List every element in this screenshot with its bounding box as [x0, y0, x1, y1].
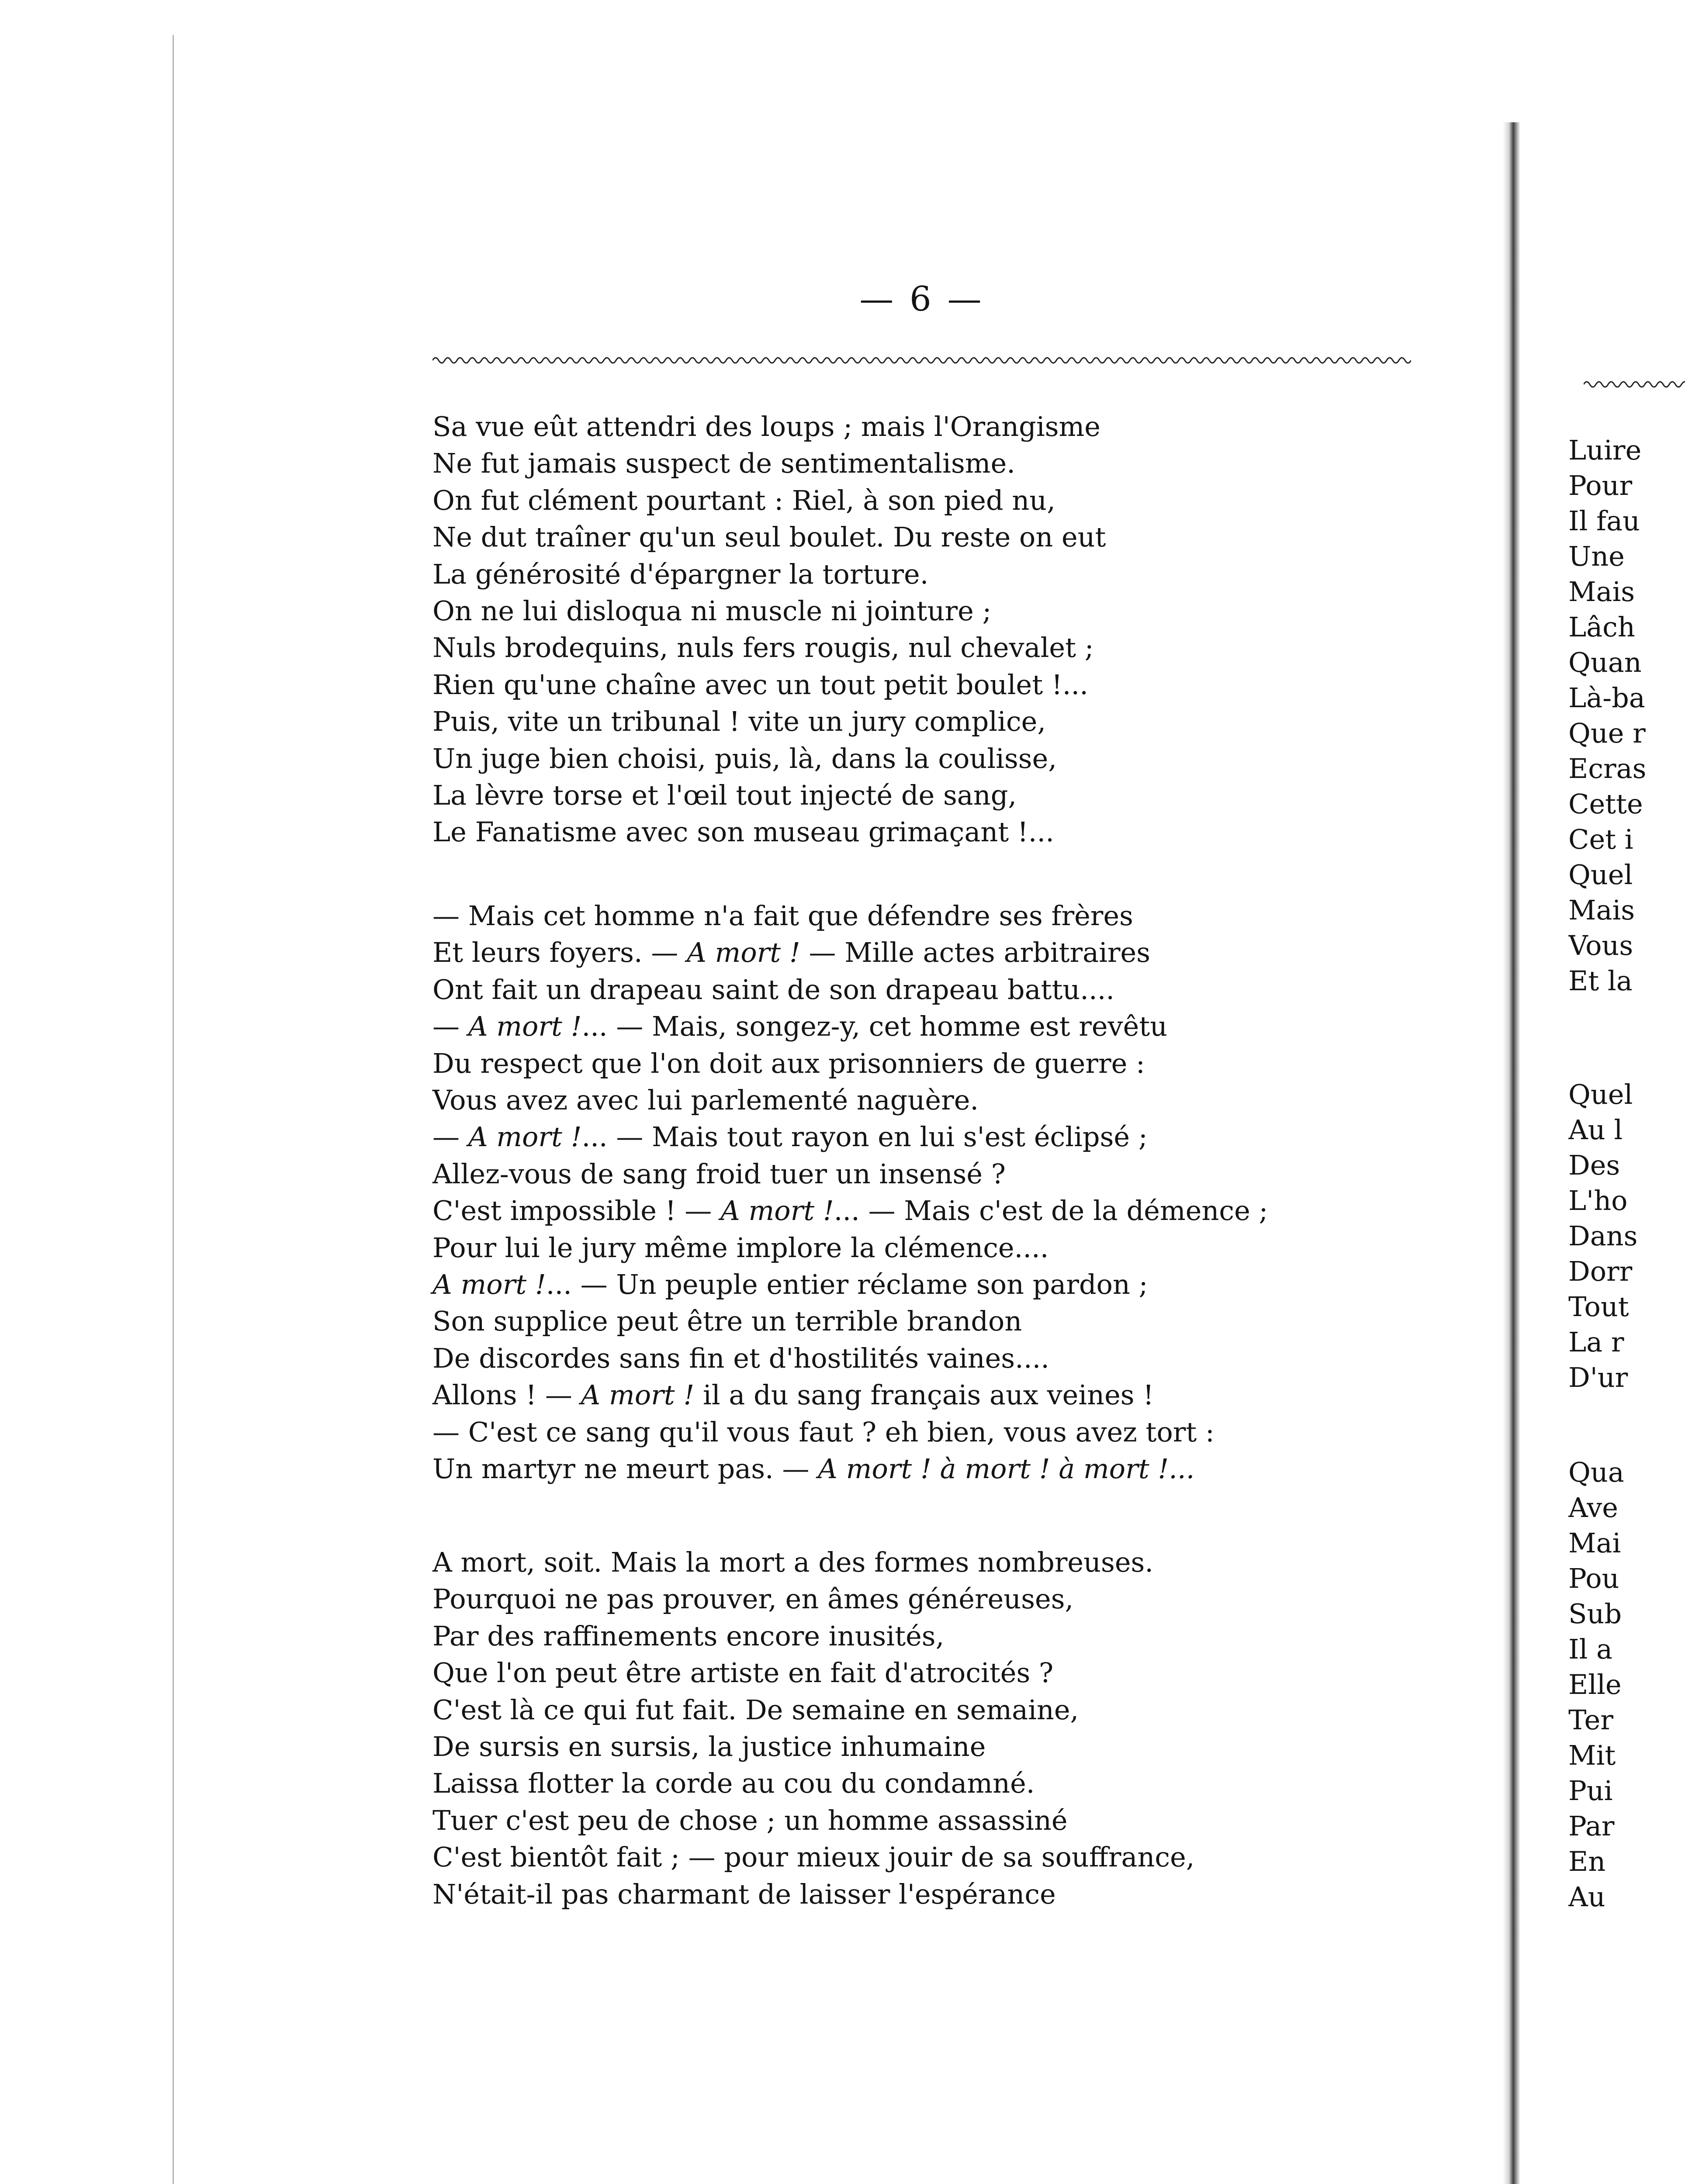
verse-segment: il a du sang français aux veines !: [694, 1379, 1154, 1411]
verse-italic-segment: A mort !: [572, 1379, 695, 1411]
verse-segment: Pour lui le jury même implore la clémence....: [432, 1231, 1049, 1264]
facing-page-fragment: Pou: [1568, 1562, 1619, 1594]
verse-line: [432, 1414, 1437, 1451]
verse-segment: —: [432, 1121, 460, 1153]
verse-line: Par des raffinements encore inusités,: [432, 1620, 945, 1652]
verse-line: [432, 1451, 1437, 1487]
verse-line: Un juge bien choisi, puis, là, dans la coulisse,: [432, 742, 1057, 774]
facing-page-fragment: Sub: [1568, 1598, 1622, 1630]
facing-page-fragment: Quel: [1568, 859, 1633, 891]
verse-italic-segment: A mort !: [432, 1268, 546, 1301]
facing-page-wavy-rule: [1584, 376, 1685, 393]
verse-line: Ne fut jamais suspect de sentimentalisme.: [432, 447, 1015, 480]
facing-page-fragment: Cette: [1568, 788, 1643, 820]
facing-page-fragment: Elle: [1568, 1669, 1622, 1700]
verse-line: [432, 1045, 1437, 1082]
verse-line: Tuer c'est peu de chose ; un homme assassiné: [432, 1804, 1068, 1836]
facing-page-fragment: Quel: [1568, 1078, 1633, 1110]
facing-page-fragment: Au: [1568, 1881, 1605, 1913]
facing-page-fragment: Cet i: [1568, 823, 1633, 855]
facing-page-fragment: Tout: [1568, 1291, 1629, 1323]
verse-segment: ... — Un peuple entier réclame son pardon ;: [546, 1268, 1148, 1301]
facing-page-fragment: Pui: [1568, 1775, 1613, 1807]
verse-line: Que l'on peut être artiste en fait d'atrocités ?: [432, 1657, 1054, 1689]
verse-line: Rien qu'une chaîne avec un tout petit boulet !...: [432, 668, 1088, 701]
verse-segment: Du respect que l'on doit aux prisonniers de guerre :: [432, 1047, 1145, 1079]
verse-line: [432, 1230, 1437, 1266]
verse-segment: ... — Mais tout rayon en lui s'est éclipsé ;: [581, 1121, 1148, 1153]
facing-page-fragment: Qua: [1568, 1456, 1624, 1488]
verse-segment: Et leurs foyers. —: [432, 936, 678, 969]
verse-line: Nuls brodequins, nuls fers rougis, nul chevalet ;: [432, 632, 1094, 664]
facing-page-fragment: Pour: [1568, 470, 1633, 501]
facing-page-fragment: La r: [1568, 1326, 1624, 1358]
verse-segment: —: [432, 1010, 460, 1043]
wavy-rule: [432, 352, 1411, 369]
verse-line: [432, 1119, 1437, 1155]
verse-line: [432, 1377, 1437, 1413]
facing-page-fragment: En: [1568, 1845, 1606, 1877]
facing-page-fragment: Mais: [1568, 576, 1635, 608]
verse-italic-segment: A mort !: [712, 1195, 834, 1227]
facing-page-fragment: Luire: [1568, 434, 1642, 466]
verse-line: C'est là ce qui fut fait. De semaine en semaine,: [432, 1693, 1079, 1726]
facing-page-fragment: Lâch: [1568, 611, 1635, 643]
facing-page-group-1: [1568, 432, 1685, 999]
facing-page-fragment: Vous: [1568, 930, 1633, 961]
verse-segment: De discordes sans fin et d'hostilités vaines....: [432, 1342, 1050, 1374]
facing-page-fragment: Mai: [1568, 1527, 1621, 1559]
verse-segment: Un martyr ne meurt pas. —: [432, 1453, 810, 1485]
verse-line: On ne lui disloqua ni muscle ni jointure ;: [432, 595, 992, 627]
facing-page-fragment: L'ho: [1568, 1185, 1628, 1216]
verse-line: Le Fanatisme avec son museau grimaçant !...: [432, 816, 1054, 848]
left-margin-shadow: [173, 35, 174, 2184]
verse-line: N'était-il pas charmant de laisser l'espérance: [432, 1878, 1056, 1910]
facing-page-fragment: Ecras: [1568, 753, 1647, 784]
verse-segment: Allons ! —: [432, 1379, 572, 1411]
verse-segment: ... — Mais, songez-y, cet homme est revêtu: [581, 1010, 1168, 1043]
page-number: — 6 —: [859, 280, 984, 319]
verse-line: [432, 1303, 1437, 1340]
verse-line: Puis, vite un tribunal ! vite un jury complice,: [432, 705, 1046, 738]
verse-line: C'est bientôt fait ; — pour mieux jouir de sa souffrance,: [432, 1841, 1195, 1873]
verse-segment: Ont fait un drapeau saint de son drapeau battu....: [432, 973, 1115, 1006]
verse-segment: Son supplice peut être un terrible brandon: [432, 1305, 1022, 1337]
facing-page-fragment: Et la: [1568, 965, 1633, 997]
facing-page-group-2: [1568, 1077, 1685, 1395]
verse-line: [432, 1192, 1437, 1229]
verse-line: La lèvre torse et l'œil tout injecté de sang,: [432, 779, 1017, 812]
verse-line: Laissa flotter la corde au cou du condamné.: [432, 1767, 1035, 1800]
verse-italic-segment: A mort !: [460, 1121, 582, 1153]
facing-page-fragment: Une: [1568, 540, 1625, 572]
verse-line: [432, 1156, 1437, 1192]
book-spine-shadow: [1503, 122, 1520, 2184]
verse-segment: — Mille actes arbitraires: [800, 936, 1151, 969]
stanza-3: [432, 1544, 1437, 1913]
verse-line: On fut clément pourtant : Riel, à son pied nu,: [432, 484, 1055, 516]
facing-page-fragment: D'ur: [1568, 1362, 1628, 1393]
verse-line: [432, 1266, 1437, 1303]
verse-segment: C'est impossible ! —: [432, 1195, 712, 1227]
verse-line: A mort, soit. Mais la mort a des formes nombreuses.: [432, 1546, 1154, 1578]
verse-line: [432, 1340, 1437, 1377]
stanza-2: [432, 898, 1437, 1488]
verse-segment: — Mais cet homme n'a fait que défendre ses frères: [432, 900, 1133, 932]
verse-line: La générosité d'épargner la torture.: [432, 558, 929, 590]
facing-page-fragment: Mais: [1568, 894, 1635, 926]
facing-page-fragment: Mit: [1568, 1739, 1616, 1771]
verse-italic-segment: A mort !: [678, 936, 800, 969]
facing-page-fragment: Quan: [1568, 646, 1642, 678]
stanza-1: [432, 408, 1437, 851]
verse-segment: Vous avez avec lui parlementé naguère.: [432, 1084, 979, 1116]
verse-line: Pourquoi ne pas prouver, en âmes généreuses,: [432, 1583, 1074, 1615]
facing-page-fragment: Des: [1568, 1149, 1620, 1181]
verse-italic-segment: A mort ! à mort ! à mort !...: [809, 1453, 1195, 1485]
verse-line: [432, 934, 1437, 971]
verse-line: Sa vue eût attendri des loups ; mais l'Orangisme: [432, 411, 1100, 442]
verse-line: Ne dut traîner qu'un seul boulet. Du reste on eut: [432, 521, 1106, 553]
facing-page-group-3: [1568, 1455, 1685, 1914]
verse-segment: Allez-vous de sang froid tuer un insensé ?: [432, 1158, 1006, 1190]
verse-line: [432, 1082, 1437, 1119]
facing-page-fragment: Au l: [1568, 1114, 1623, 1146]
facing-page-fragment: Que r: [1568, 717, 1646, 749]
facing-page-fragment: Dorr: [1568, 1255, 1633, 1287]
facing-page-fragment: Par: [1568, 1810, 1615, 1842]
verse-line: [432, 971, 1437, 1008]
facing-page-fragment: Ter: [1568, 1704, 1613, 1736]
verse-segment: — C'est ce sang qu'il vous faut ? eh bien, vous avez tort :: [432, 1416, 1214, 1448]
facing-page-fragment: Dans: [1568, 1220, 1638, 1252]
verse-line: De sursis en sursis, la justice inhumaine: [432, 1731, 986, 1763]
facing-page-fragment: Là-ba: [1568, 682, 1645, 714]
verse-segment: ... — Mais c'est de la démence ;: [834, 1195, 1268, 1227]
facing-page-fragment: Il fau: [1568, 505, 1640, 537]
verse-line: [432, 1008, 1437, 1045]
verse-italic-segment: A mort !: [460, 1010, 582, 1043]
facing-page-fragment: Il a: [1568, 1633, 1612, 1665]
verse-line: [432, 898, 1437, 934]
facing-page-fragment: Ave: [1568, 1492, 1618, 1524]
